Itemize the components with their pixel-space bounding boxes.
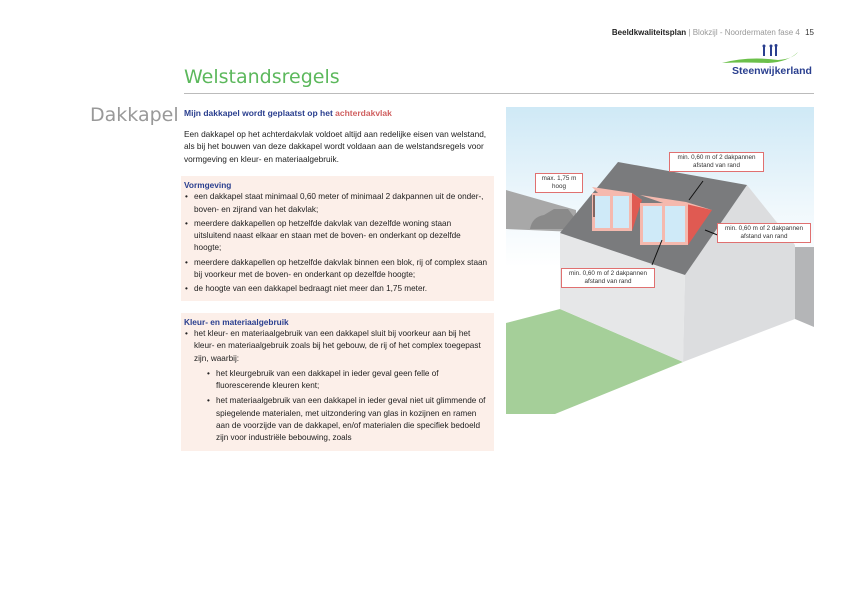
kleur-heading: Kleur- en materiaalgebruik: [184, 316, 289, 327]
list-item: [194, 328, 490, 445]
page-title: Welstandsregels: [184, 66, 340, 88]
kleur-list: [184, 328, 490, 445]
header-separator: |: [688, 28, 691, 37]
intro-paragraph: Een dakkapel op het achterdakvlak voldoet altijd aan redelijke eisen van welstand, als bij het bouwen van deze dakkapel wordt voldaan aan de welstandsregels voor vormgeving en kleur- en materiaalgebruik.: [184, 129, 487, 164]
list-item: • meerdere dakkapellen op hetzelfde dakvlak binnen een blok, rij of complex staan bij voorkeur met de boven- en onderkant op dezelfde hoogte;: [194, 257, 490, 282]
section-title: Dakkapel: [90, 104, 179, 126]
vormgeving-heading: Vormgeving: [184, 180, 232, 190]
document-title: Beeldkwaliteitsplan: [611, 28, 687, 37]
vormgeving-box: [181, 176, 494, 301]
kleur-box: [181, 313, 494, 451]
document-subtitle: Blokzijl - Noordermaten fase 4: [692, 28, 800, 37]
list-item: • het materiaalgebruik van een dakkapel in ieder geval niet uit glimmende of spiegelende materialen, met uitzondering van glas in kozijnen en ramen aan de voorzijde van de dakkapel, en/of materialen die specifiek bedoeld zijn voor industriële bebouwing, zoals: [216, 395, 490, 444]
vormgeving-list: [184, 191, 490, 295]
divider: [184, 93, 814, 94]
dormer-illustration: [506, 107, 814, 420]
running-header: [612, 28, 814, 37]
list-item: • meerdere dakkapellen op hetzelfde dakvlak van dezelfde woning staan uitsluitend naast elkaar en staan met de boven- en onderkant op dezelfde hoogte;: [194, 218, 490, 255]
list-item: • het kleurgebruik van een dakkapel in ieder geval geen felle of fluorescerende kleuren kent;: [216, 368, 490, 393]
list-item: • een dakkapel staat minimaal 0,60 meter of minimaal 2 dakpannen uit de onder-, boven- en zijrand van het dakvlak;: [194, 191, 490, 216]
label-max-height: max. 1,75 m hoog: [535, 173, 583, 193]
label-top-distance: min. 0,60 m of 2 dakpannen afstand van rand: [669, 152, 764, 172]
subheading: [184, 107, 494, 119]
neighbour-house: [795, 247, 814, 327]
subheading-prefix: Mijn dakkapel wordt geplaatst op het: [184, 108, 333, 118]
kleur-sublist: [194, 368, 490, 445]
kleur-item-text: het kleur- en materiaalgebruik van een dakkapel sluit bij voorkeur aan bij het kleur- en materiaalgebruik zoals bij het gebouw, de rij of het complex toegepast zijn, waarbij:: [194, 328, 481, 363]
house-drawing: [506, 107, 814, 415]
label-bottom-distance: min. 0,60 m of 2 dakpannen afstand van rand: [561, 268, 655, 288]
rules-boxes: [181, 176, 494, 451]
label-side-distance: min. 0,60 m of 2 dakpannen afstand van rand: [717, 223, 811, 243]
list-item: • de hoogte van een dakkapel bedraagt niet meer dan 1,75 meter.: [194, 283, 490, 295]
logo-text: Steenwijkerland: [732, 65, 812, 77]
subheading-highlight: achterdakvlak: [335, 108, 392, 118]
page-number: 15: [805, 28, 814, 37]
steenwijkerland-logo: [718, 44, 814, 80]
